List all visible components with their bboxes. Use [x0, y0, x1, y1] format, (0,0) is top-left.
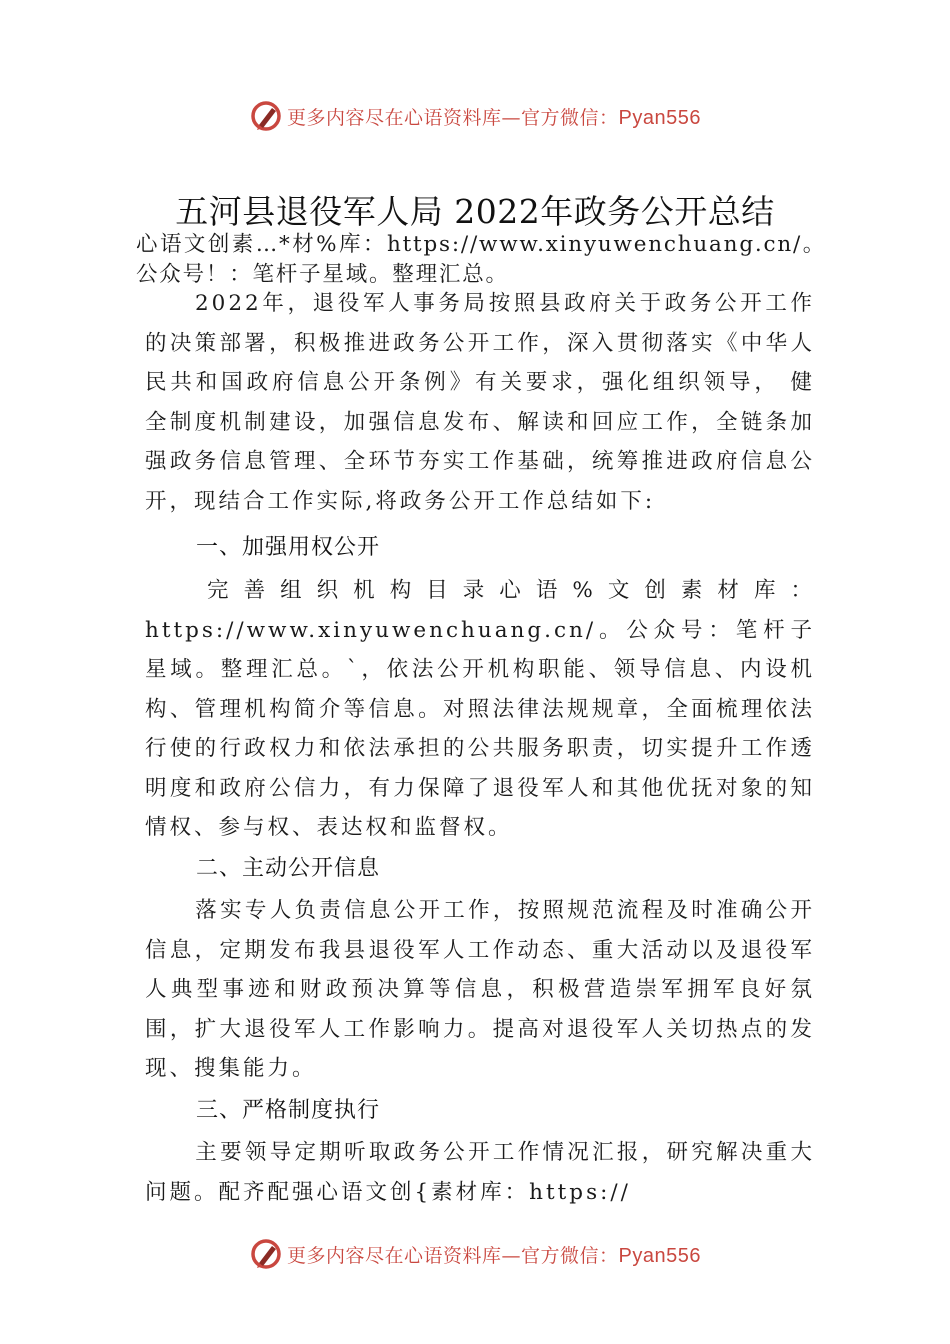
section-heading-2: 二、主动公开信息 — [196, 856, 381, 881]
banner-text: 更多内容尽在心语资料库—官方微信：Pyan556 — [287, 1244, 701, 1267]
pen-logo-icon — [249, 1237, 283, 1271]
section-heading-1: 一、加强用权公开 — [196, 535, 381, 560]
banner-text: 更多内容尽在心语资料库—官方微信：Pyan556 — [287, 106, 701, 129]
section-paragraph-3 — [145, 1133, 815, 1212]
banner-wechat-id: Pyan556 — [618, 106, 701, 129]
header-banner — [0, 96, 950, 136]
footer-banner — [0, 1234, 950, 1274]
document-title: 五河县退役军人局 2022年政务公开总结 — [175, 192, 775, 231]
section-text-1: 完善组织机构目录心语%文创素材库：https://www.xinyuwenchuang.cn/。公众号：笔杆子星域。整理汇总。`，依法公开机构职能、领导信息、内设机构、管理机构简介等信息。对照法律法规规章，全面梳理依法行使的行政权力和依法承担的公共服务职责，切实提升工作透明度和政府公信力，有力保障了退役军人和其他优抚对象的知情权、参与权、表达权和监督权。 — [145, 578, 815, 840]
section-text-2: 落实专人负责信息公开工作，按照规范流程及时准确公开信息，定期发布我县退役军人工作动态、重大活动以及退役军人典型事迹和财政预决算等信息，积极营造崇军拥军良好氛围，扩大退役军人工作影响力。提高对退役军人关切热点的发现、搜集能力。 — [145, 898, 815, 1081]
intro-text: 2022年，退役军人事务局按照县政府关于政务公开工作的决策部署，积极推进政务公开工作，深入贯彻落实《中华人民共和国政府信息公开条例》有关要求，强化组织领导， 健全制度机制建设，加强信息发布、解读和回应工作，全链条加强政务信息管理、全环节夯实工作基础，统筹推进政府信息公开，现结合工作实际,将政务公开工作总结如下: — [145, 291, 815, 514]
pen-logo-icon — [249, 99, 283, 133]
section-heading-3: 三、严格制度执行 — [196, 1098, 381, 1123]
intro-paragraph — [145, 284, 815, 521]
banner-wechat-id: Pyan556 — [618, 1244, 701, 1267]
section-paragraph-2 — [145, 891, 815, 1089]
section-paragraph-1 — [145, 571, 815, 848]
section-text-3: 主要领导定期听取政务公开工作情况汇报，研究解决重大问题。配齐配强心语文创{素材库：https:// — [145, 1140, 815, 1205]
watermark-line: 心语文创素…*材%库：https://www.xinyuwenchuang.cn/。公众号！：笔杆子星域。整理汇总。 — [136, 232, 826, 287]
